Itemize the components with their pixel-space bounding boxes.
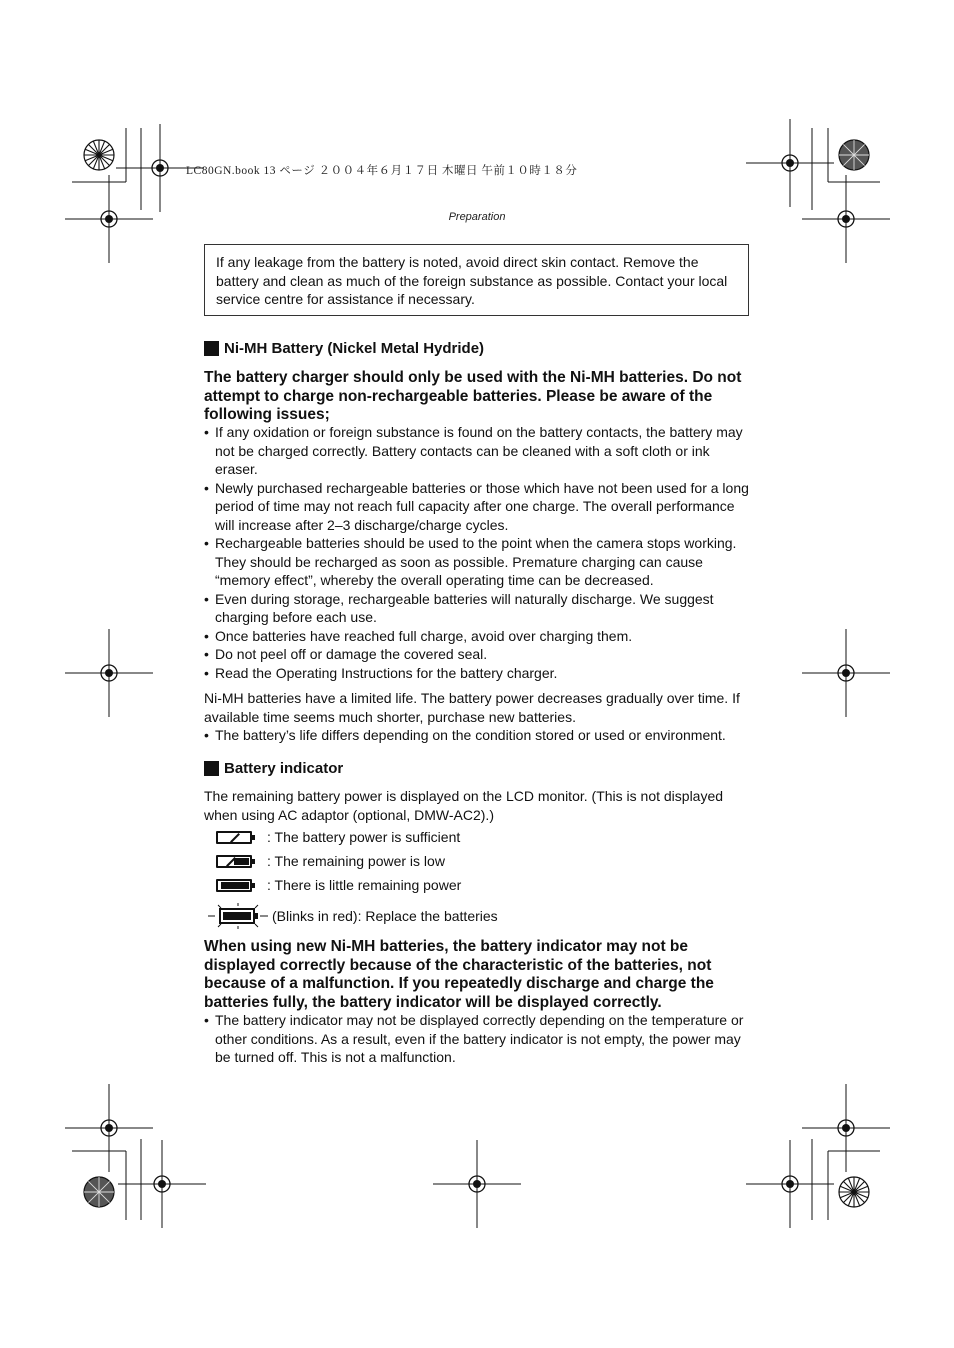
battery-blinking-icon: [206, 903, 270, 929]
running-head: Preparation: [448, 211, 506, 223]
list-item: • Read the Operating Instructions for the battery charger.: [204, 664, 754, 683]
battery-life-list: [204, 726, 754, 745]
indicator-row-blink: [206, 903, 498, 929]
list-item: • Newly purchased rechargeable batteries or those which have not been used for a long period of time may not reach full capacity after one charge. The overall performance will increase after 2–3 discharge/charge cycles.: [204, 479, 754, 535]
indicator-row-little: [216, 877, 461, 893]
list-item: • Once batteries have reached full charge, avoid over charging them.: [204, 627, 754, 646]
indicator-label: : The battery power is sufficient: [267, 829, 461, 845]
blink-label: (Blinks in red): Replace the batteries: [272, 908, 498, 924]
list-item: • The battery’s life differs depending on the condition stored or used or environment.: [204, 726, 754, 745]
leakage-notice-box: [204, 244, 749, 316]
battery-full-icon: [216, 831, 252, 844]
battery-little-icon: [216, 879, 252, 892]
indicator-warning: When using new Ni-MH batteries, the battery indicator may not be displayed correctly because of the characteristic of the batteries, not because of a malfunction. If you repeatedly discharge and charge the batteries fully, the battery indicator will be displayed correctly.: [204, 938, 714, 1011]
list-item: • The battery indicator may not be displayed correctly depending on the temperature or other conditions. As a result, even if the battery indicator is not empty, the power may be turned off. This is not a malfunction.: [204, 1011, 754, 1067]
battery-low-icon: [216, 855, 252, 868]
indicator-label: : There is little remaining power: [267, 877, 462, 893]
section-square-icon: [204, 341, 219, 356]
indicator-label: : The remaining power is low: [267, 853, 445, 869]
indicator-row-full: [216, 829, 460, 845]
section-square-icon: [204, 761, 219, 776]
list-item: • Rechargeable batteries should be used to the point when the camera stops working. They should be recharged as soon as possible. Premature charging can cause “memory effect”, whereby the overall operating time can be decreased.: [204, 534, 754, 590]
battery-life-paragraph: Ni-MH batteries have a limited life. The battery power decreases gradually over time. If available time seems much shorter, purchase new batteries.: [204, 690, 740, 725]
list-item: • If any oxidation or foreign substance is found on the battery contacts, the battery may not be charged correctly. Battery contacts can be cleaned with a soft cloth or ink eraser.: [204, 423, 754, 479]
indicator-row-low: [216, 853, 445, 869]
nimh-heading-text: Ni-MH Battery (Nickel Metal Hydride): [224, 340, 485, 357]
nimh-section-heading: [204, 340, 484, 357]
indicator-intro: The remaining battery power is displayed on the LCD monitor. (This is not displayed when using AC adaptor (optional, DMW-AC2).): [204, 788, 724, 823]
nimh-bullet-list: [204, 423, 754, 682]
indicator-section-heading: [204, 760, 343, 777]
indicator-bullet-list: [204, 1011, 754, 1067]
leakage-notice-text: If any leakage from the battery is noted, avoid direct skin contact. Remove the battery and clean as much of the foreign substance as possible. Contact your local service centre for assistance if necessary.: [216, 254, 728, 307]
nimh-warning: The battery charger should only be used with the Ni-MH batteries. Do not attempt to charge non-rechargeable batteries. Please be aware of the following issues;: [204, 369, 742, 423]
indicator-heading-text: Battery indicator: [224, 760, 344, 777]
file-info-line: LC80GN.book 13 ページ ２００４年６月１７日 木曜日 午前１０時１８分: [186, 165, 578, 177]
list-item: • Even during storage, rechargeable batteries will naturally discharge. We suggest charging before each use.: [204, 590, 754, 627]
list-item: • Do not peel off or damage the covered seal.: [204, 645, 754, 664]
